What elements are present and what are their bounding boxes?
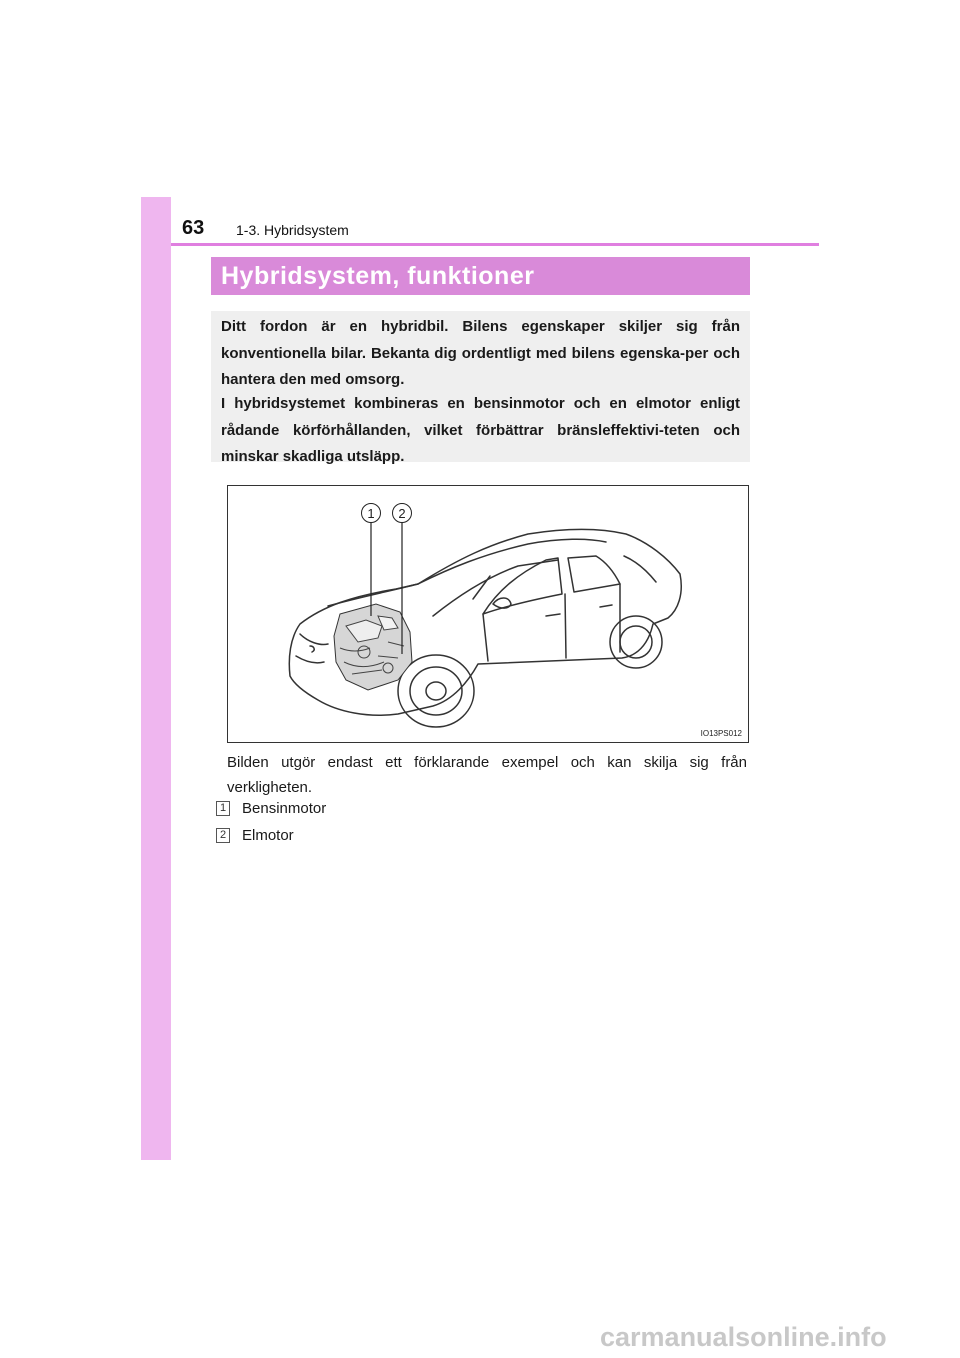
intro-paragraph-2: I hybridsystemet kombineras en bensinmotor och en elmotor enligt rådande körförhållanden, vilket förbättrar bränsleffektivi-teten och minskar skadliga utsläpp. [221,395,740,465]
legend-label-2: Elmotor [242,827,294,844]
section-title: 1-3. Hybridsystem [236,222,349,238]
page-title: Hybridsystem, funktioner [221,262,535,290]
figure-code: IO13PS012 [700,729,742,738]
legend-number-1: 1 [216,801,230,816]
callout-1 [362,504,381,523]
intro-box [211,311,750,465]
callout-2 [393,504,412,523]
figure-caption: Bilden utgör endast ett förklarande exempel och kan skilja sig från verkligheten. [227,754,747,796]
intro-paragraph-1: Ditt fordon är en hybridbil. Bilens egenskaper skiljer sig från konventionella bilar. Bekanta dig ordentligt med bilens egenska-per och hantera den med omsorg. [221,318,740,388]
page-title-bar [211,257,750,295]
legend-label-1: Bensinmotor [242,800,327,817]
callout-1-label: 1 [367,506,375,521]
car-drawing [228,486,748,742]
legend-number-2: 2 [216,828,230,843]
page-number: 63 [182,217,205,239]
header-divider [171,243,819,246]
side-tab [141,197,171,1160]
watermark: carmanualsonline.info [600,1322,887,1352]
callout-2-label: 2 [398,506,406,521]
car-illustration [227,485,749,743]
